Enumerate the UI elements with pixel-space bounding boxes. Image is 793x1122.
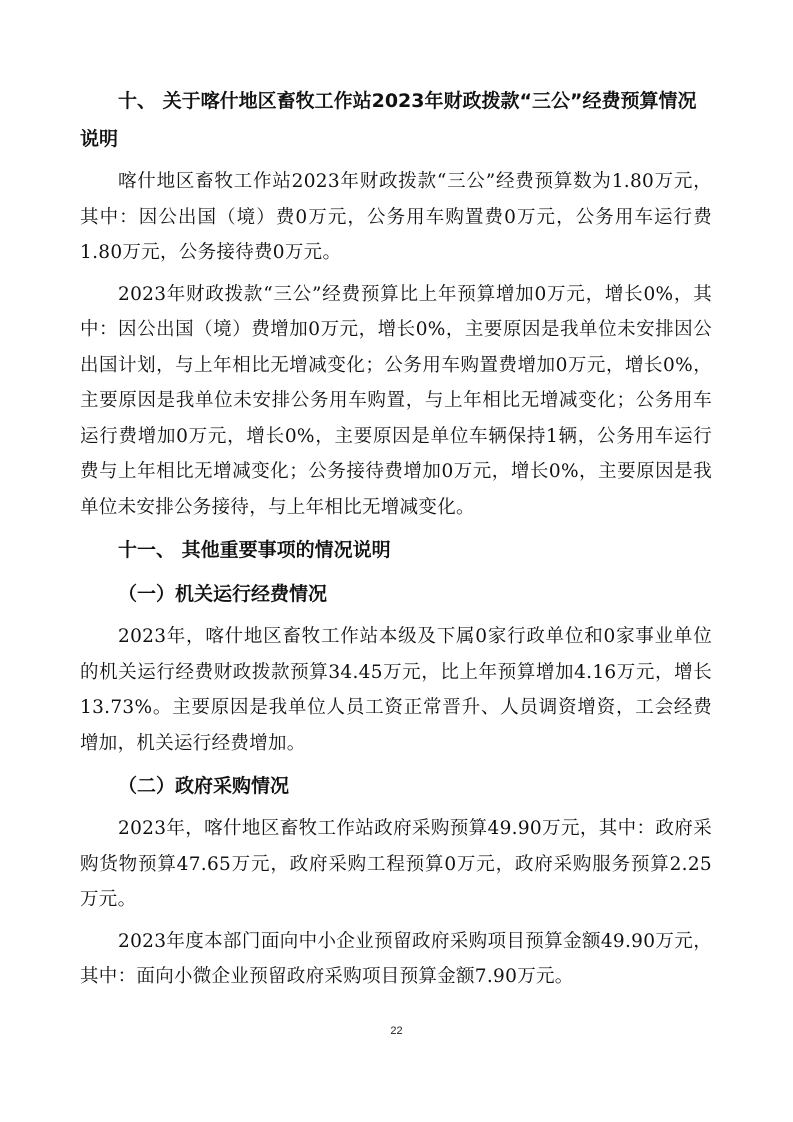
subsection-2-paragraph-1: 2023年，喀什地区畜牧工作站政府采购预算49.90万元，其中：政府采购货物预算47.65万元，政府采购工程预算0万元，政府采购服务预算2.25万元。	[80, 818, 712, 910]
page-number: 22	[390, 1025, 403, 1037]
subsection-2-heading: （二）政府采购情况	[118, 775, 290, 797]
section-10-heading: 十、 关于喀什地区畜牧工作站2023年财政拨款“三公”经费预算情况说明	[80, 90, 697, 150]
section-10-paragraph-1: 喀什地区畜牧工作站2023年财政拨款“三公”经费预算数为1.80万元，其中：因公出国（境）费0万元，公务用车购置费0万元，公务用车运行费1.80万元，公务接待费0万元。	[80, 171, 712, 263]
section-10-paragraph-2: 2023年财政拨款“三公”经费预算比上年预算增加0万元，增长0%，其中：因公出国（境）费增加0万元，增长0%，主要原因是我单位未安排因公出国计划，与上年相比无增减变化；公务用车购置费增加0万元，增长0%，主要原因是我单位未安排公务用车购置，与上年相比无增减变化；公务用车运行费增加0万元，增长0%，主要原因是单位车辆保持1辆，公务用车运行费与上年相比无增减变化；公务接待费增加0万元，增长0%，主要原因是我单位未安排公务接待，与上年相比无增减变化。	[80, 283, 712, 518]
subsection-2-paragraph-2: 2023年度本部门面向中小企业预留政府采购项目预算金额49.90万元，其中：面向小微企业预留政府采购项目预算金额7.90万元。	[80, 930, 712, 987]
subsection-1-heading: （一）机关运行经费情况	[118, 583, 328, 605]
subsection-1-paragraph: 2023年，喀什地区畜牧工作站本级及下属0家行政单位和0家事业单位的机关运行经费财政拨款预算34.45万元，比上年预算增加4.16万元，增长13.73%。主要原因是我单位人员工资正常晋升、人员调资增资，工会经费增加，机关运行经费增加。	[80, 626, 712, 754]
section-11-heading: 十一、 其他重要事项的情况说明	[118, 539, 391, 561]
page-body	[80, 82, 712, 995]
